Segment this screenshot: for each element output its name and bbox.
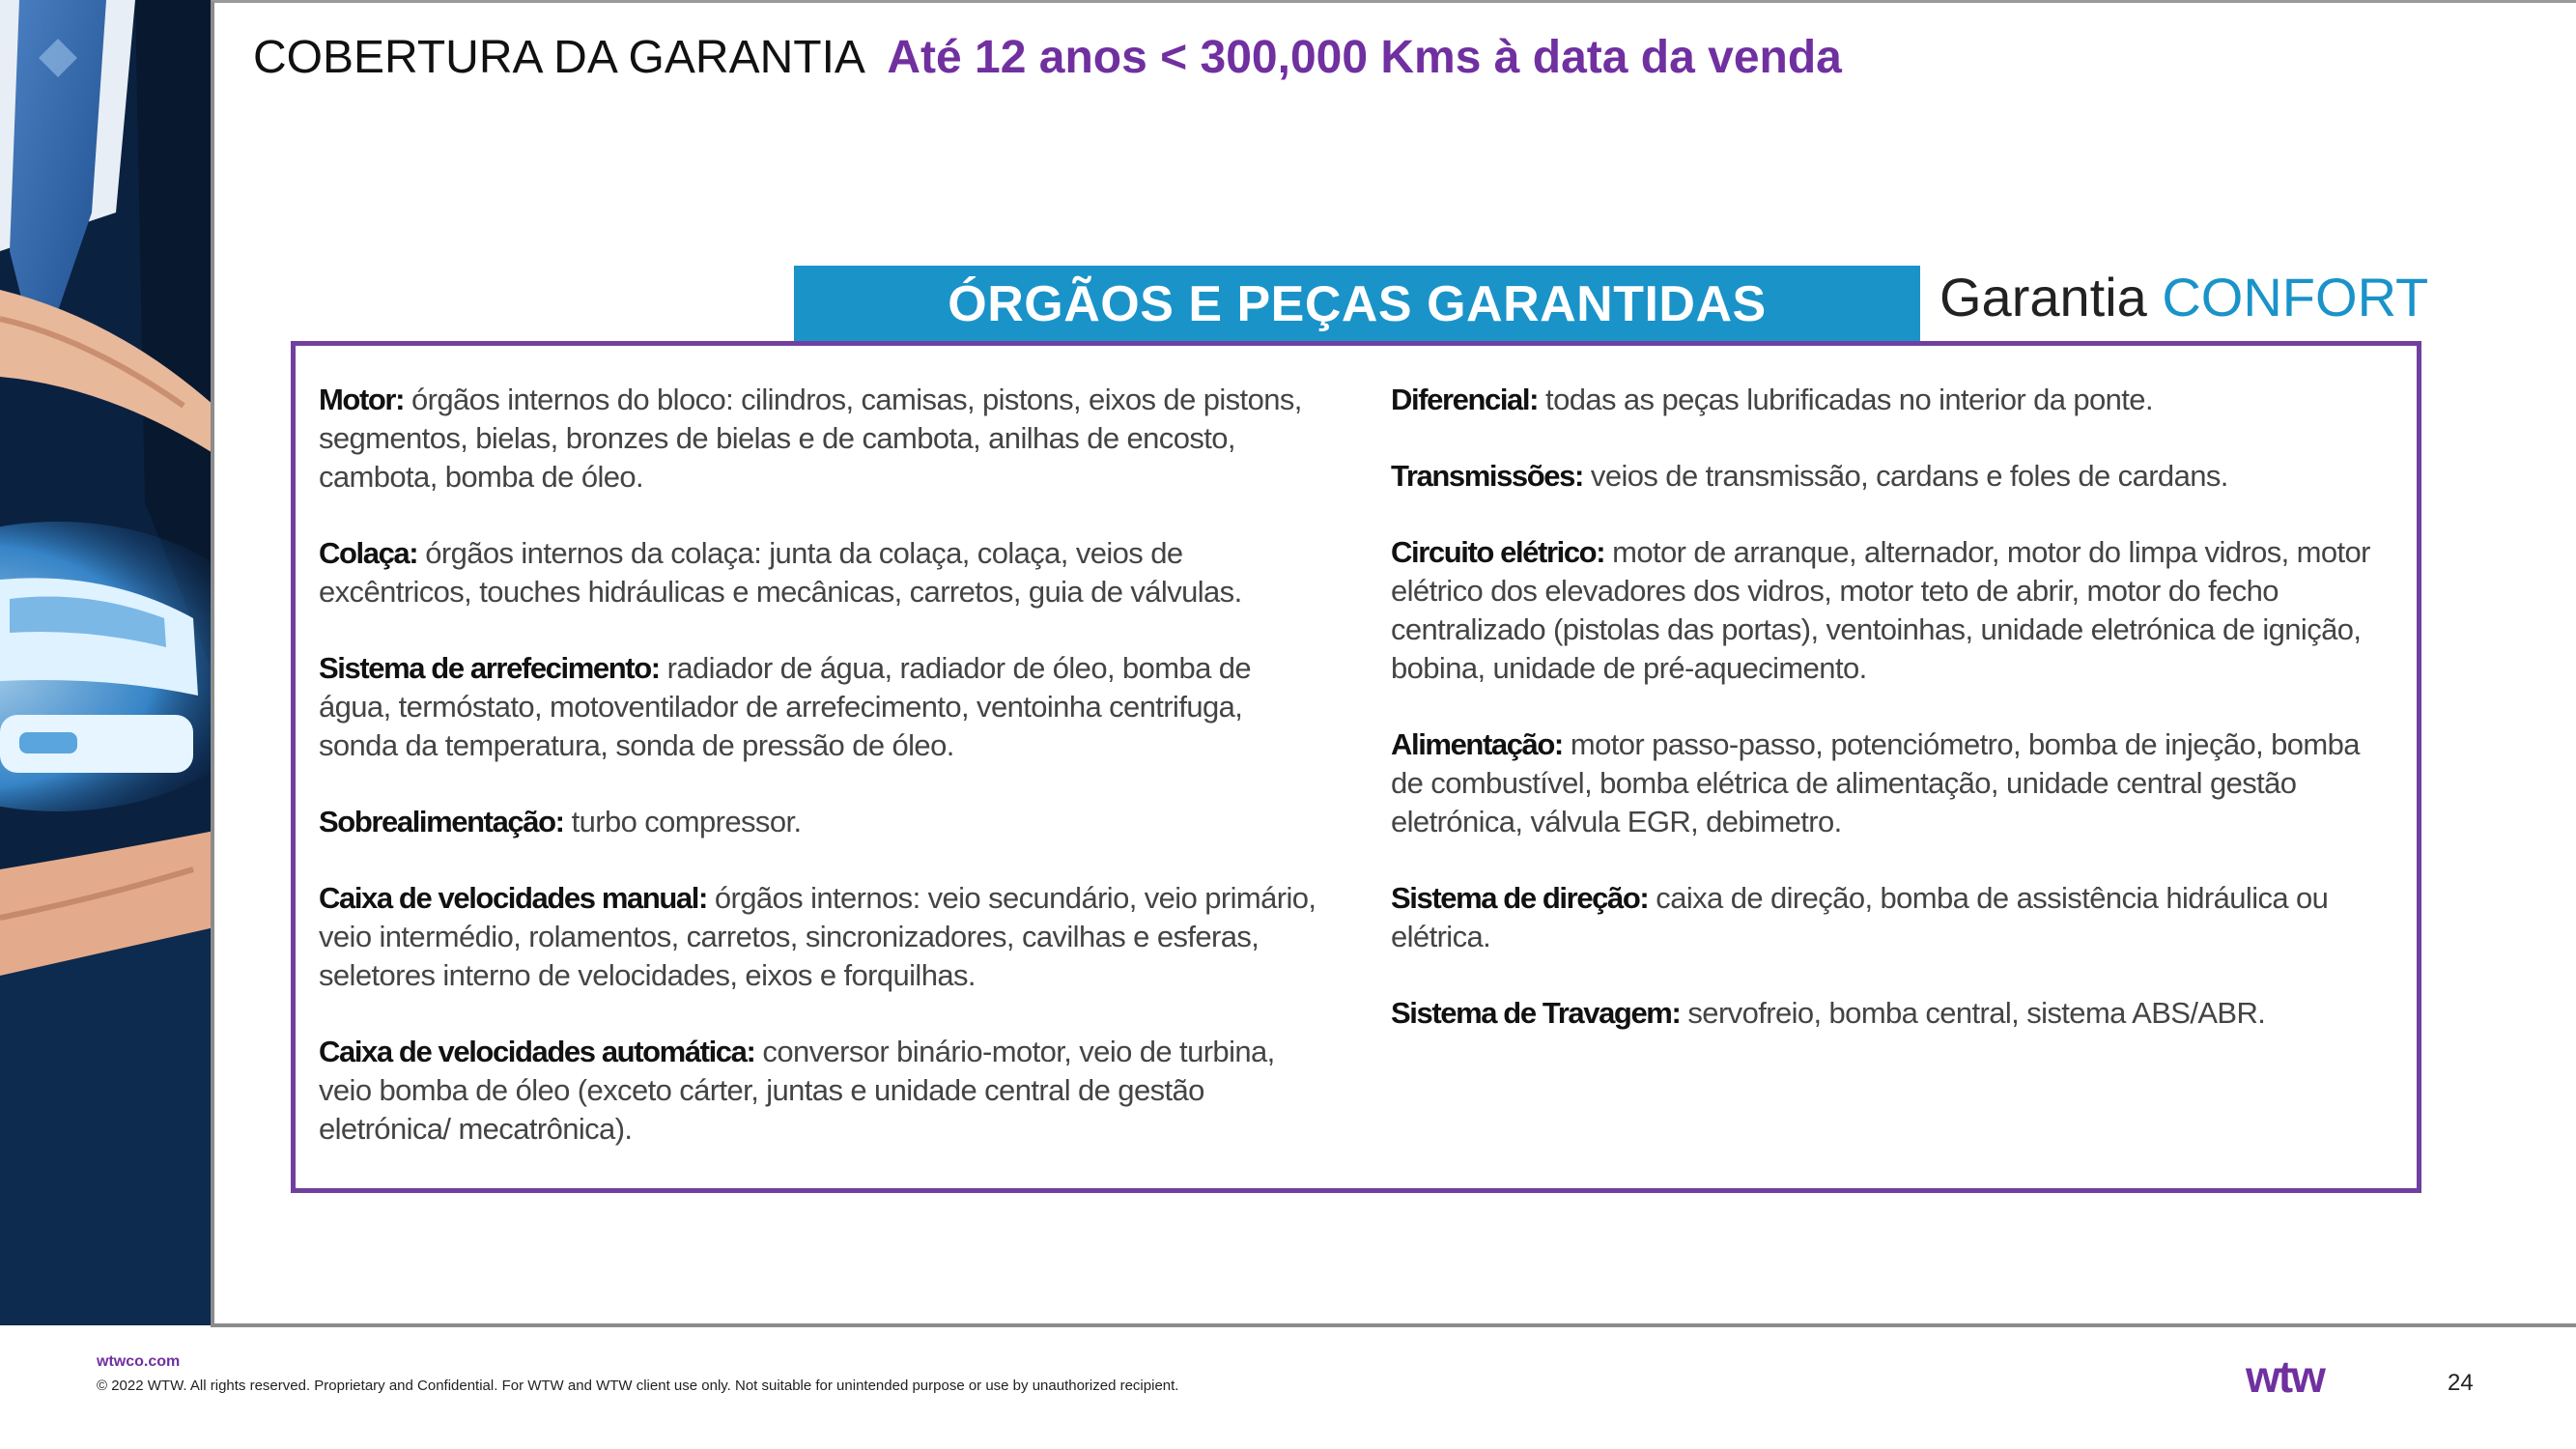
title-main: COBERTURA DA GARANTIA [253,32,865,83]
hero-photo [0,0,214,1325]
coverage-item-text: órgãos internos da colaça: junta da colaça, colaça, veios de excêntricos, touches hidráulicas e mecânicas, carretos, guia de válvulas. [319,536,1242,609]
coverage-item-text: conversor binário-motor, veio de turbina, veio bomba de óleo (exceto cárter, juntas e unidade central de gestão eletrónica/ mecatrônica). [319,1035,1275,1146]
coverage-item-text: todas as peças lubrificadas no interior da ponte. [1538,383,2153,416]
covered-parts-banner: ÓRGÃOS E PEÇAS GARANTIDAS [794,266,1920,343]
coverage-item-name: Diferencial: [1391,383,1539,416]
coverage-item-name: Colaça: [319,536,418,570]
wtw-logo [2246,1357,2367,1398]
coverage-item-name: Sobrealimentação: [319,805,564,838]
page-title [253,31,1842,84]
coverage-item-name: Caixa de velocidades manual: [319,881,707,915]
protecting-hands-car-image [0,0,214,1325]
title-subtitle: Até 12 anos < 300,000 Kms à data da venda [887,32,1842,83]
plan-name: CONFORT [2162,267,2429,327]
footer-copyright: © 2022 WTW. All rights reserved. Proprietary and Confidential. For WTW and WTW client use only. Not suitable for unintended purpose or use by unauthorized recipient. [97,1378,1179,1394]
coverage-item [1391,533,2395,688]
coverage-item [1391,725,2395,841]
coverage-item [319,381,1323,497]
coverage-item-text: motor de arranque, alternador, motor do limpa vidros, motor elétrico dos elevadores dos vidros, motor teto de abrir, motor do fecho centralizado (pistolas das portas), ventoinhas, unidade eletrónica de ignição, bobina, unidade de pré-aquecimento. [1391,535,2370,685]
footer-url[interactable]: wtwco.com [97,1353,181,1370]
coverage-item [1391,879,2395,956]
coverage-column-left [319,381,1323,1186]
coverage-item-name: Sistema de Travagem: [1391,996,1681,1030]
coverage-item [319,803,1323,841]
coverage-item-name: Alimentação: [1391,727,1563,761]
coverage-item-name: Sistema de arrefecimento: [319,651,660,685]
coverage-item-text: motor passo-passo, potenciómetro, bomba de injeção, bomba de combustível, bomba elétrica de alimentação, unidade central gestão eletrónica, válvula EGR, debimetro. [1391,727,2360,838]
coverage-item [319,1033,1323,1149]
coverage-item-name: Motor: [319,383,405,416]
plan-prefix: Garantia [1939,267,2147,327]
coverage-item [319,879,1323,995]
coverage-item-name: Circuito elétrico: [1391,535,1605,569]
coverage-item-name: Transmissões: [1391,459,1583,493]
coverage-item [319,649,1323,765]
coverage-item-text: turbo compressor. [563,805,802,838]
coverage-item-text: órgãos internos do bloco: cilindros, camisas, pistons, eixos de pistons, segmentos, bielas, bronzes de bielas e de cambota, anilhas de encosto, cambota, bomba de óleo. [319,383,1302,494]
wtw-logo-text: wtw [2246,1357,2324,1398]
coverage-item-name: Sistema de direção: [1391,881,1649,915]
coverage-item-text: radiador de água, radiador de óleo, bomba de água, termóstato, motoventilador de arrefecimento, ventoinha centrifuga, sonda da temperatura, sonda de pressão de óleo. [319,651,1252,762]
page-number: 24 [2448,1370,2474,1396]
coverage-box [291,341,2421,1193]
warranty-plan-label [1939,266,2428,328]
coverage-item-text: servofreio, bomba central, sistema ABS/ABR. [1680,996,2266,1030]
coverage-item-text: caixa de direção, bomba de assistência hidráulica ou elétrica. [1391,881,2329,953]
coverage-item [1391,994,2395,1033]
coverage-item-text: veios de transmissão, cardans e foles de cardans. [1582,459,2228,493]
coverage-item [319,534,1323,611]
coverage-item-name: Caixa de velocidades automática: [319,1035,755,1068]
coverage-item [1391,457,2395,496]
coverage-item-text: órgãos internos: veio secundário, veio primário, veio intermédio, rolamentos, carretos, sincronizadores, cavilhas e esferas, seletores interno de velocidades, eixos e forquilhas. [319,881,1316,992]
coverage-item [1391,381,2395,419]
coverage-column-right [1391,381,2395,1070]
